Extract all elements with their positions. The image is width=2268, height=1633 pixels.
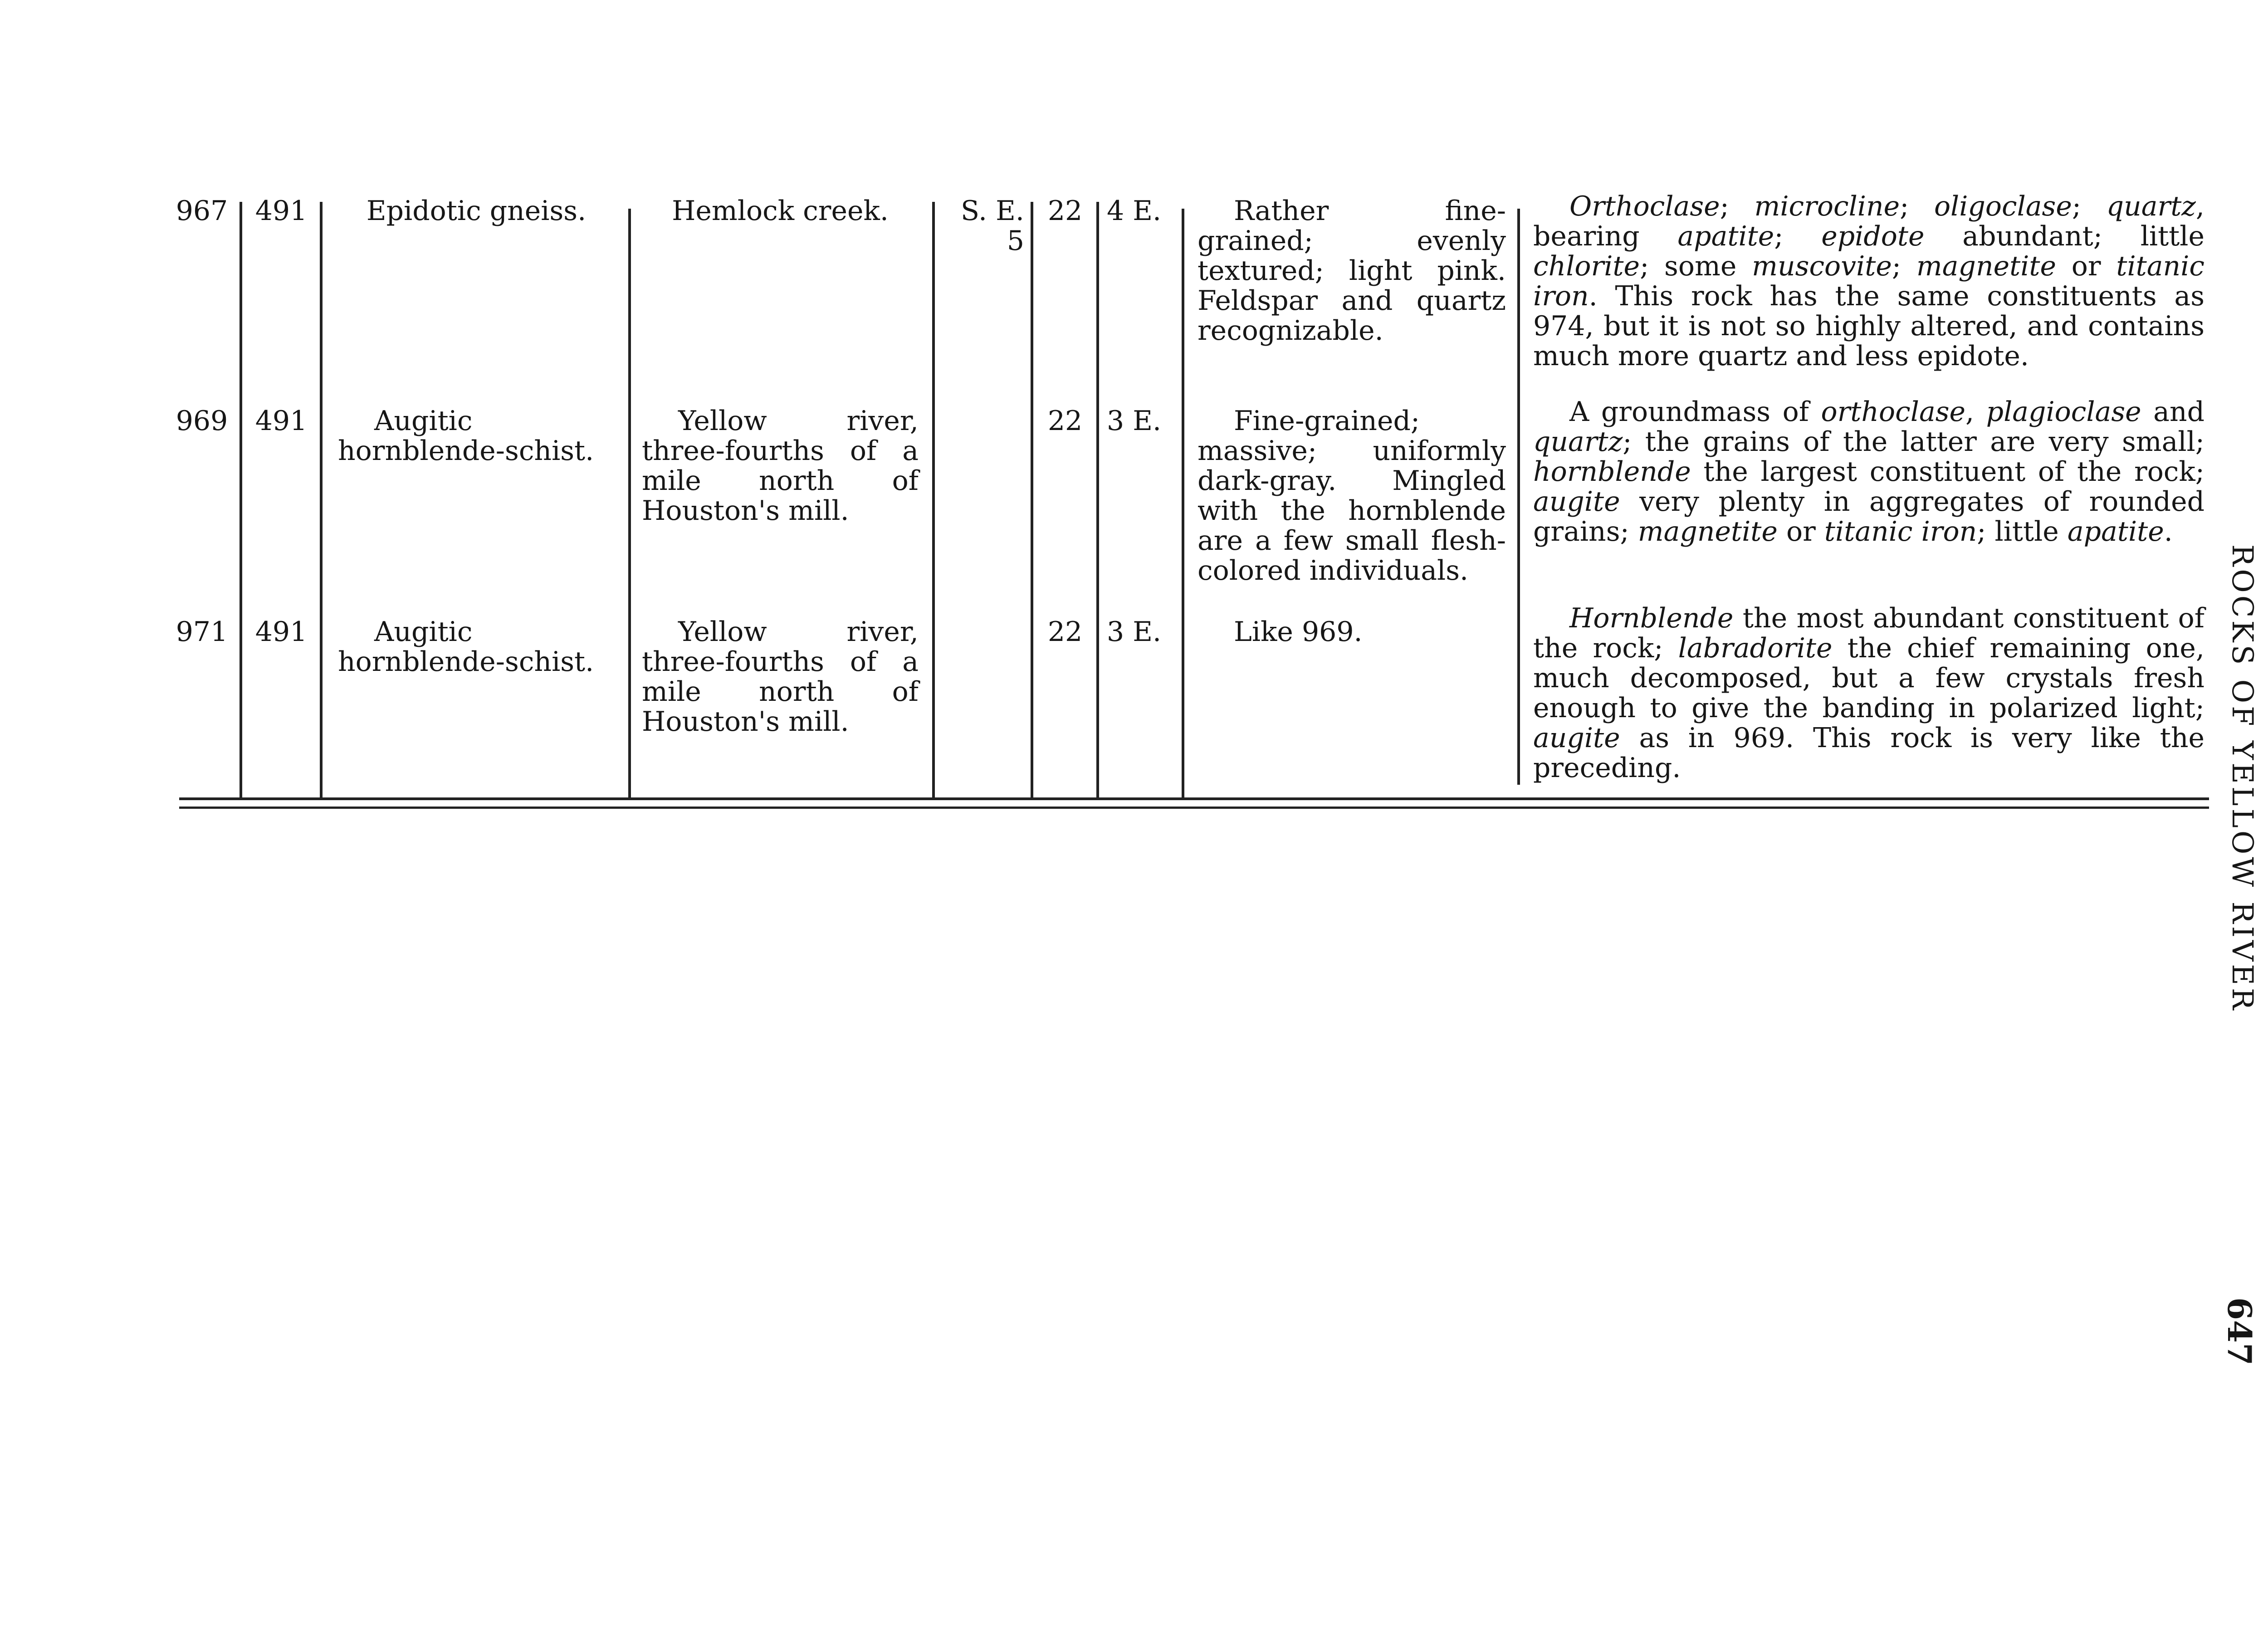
mineral-name: chlorite bbox=[1533, 250, 1640, 282]
column-rule bbox=[1517, 209, 1520, 785]
township: 22 bbox=[1047, 405, 1083, 437]
microscopic-description: Hornblende the most abundant constituent of the rock; labradorite the chief remaining one, much decomposed, but a few crystals fresh enough to give the banding in polarized light; augite as in 969. This rock is very like the preceding. bbox=[1533, 602, 2204, 784]
mineral-name: microcline bbox=[1754, 191, 1900, 222]
specimen-number: 969 bbox=[176, 405, 228, 437]
mineral-name: oligoclase bbox=[1934, 191, 2072, 222]
rock-name: Epidotic gneiss. bbox=[366, 195, 587, 227]
mineral-name: plagioclase bbox=[1986, 396, 2141, 428]
mineral-name: titanic iron bbox=[1824, 516, 1977, 548]
column-rule bbox=[240, 202, 242, 798]
microscopic-description: Orthoclase; microcline; oligoclase; quartz, bearing apatite; epidote abundant; little chlorite; some muscovite; magnetite or titanic iron. This rock has the same constituents as 974, but it is not so highly altered, and contains much more quartz and less epidote. bbox=[1533, 191, 2204, 372]
mineral-name: Orthoclase bbox=[1569, 191, 1720, 222]
locality: Yellow river, three-fourths of a mile north of Houston's mill. bbox=[642, 616, 919, 738]
column-rule bbox=[320, 202, 323, 798]
township: 22 bbox=[1047, 616, 1083, 648]
mineral-name: labradorite bbox=[1678, 632, 1833, 664]
mineral-name: Hornblende bbox=[1569, 602, 1734, 634]
map-number: 491 bbox=[255, 405, 308, 437]
map-number: 491 bbox=[255, 195, 308, 227]
macroscopic-description: Like 969. bbox=[1234, 616, 1363, 648]
range: 3 E. bbox=[1107, 616, 1162, 648]
range: 4 E. bbox=[1107, 195, 1162, 227]
column-rule bbox=[1096, 202, 1099, 798]
mineral-name: augite bbox=[1533, 486, 1620, 518]
locality: Yellow river, three-fourths of a mile north of Houston's mill. bbox=[642, 405, 919, 527]
macroscopic-description: Fine-grained; massive; uniformly dark-gray. Mingled with the hornblende are a few small flesh-colored individuals. bbox=[1198, 405, 1506, 587]
mineral-name: magnetite bbox=[1916, 250, 2057, 282]
mineral-name: hornblende bbox=[1533, 456, 1691, 488]
mineral-name: epidote bbox=[1821, 220, 1925, 252]
specimen-number: 967 bbox=[176, 195, 228, 227]
macroscopic-description: Rather fine-grained; evenly textured; light pink. Feldspar and quartz recognizable. bbox=[1198, 195, 1506, 347]
township: 22 bbox=[1047, 195, 1083, 227]
running-header: ROCKS OF YELLOW RIVER bbox=[2225, 544, 2259, 1012]
mineral-name: orthoclase bbox=[1821, 396, 1966, 428]
mineral-name: apatite bbox=[2067, 516, 2164, 548]
mineral-name: augite bbox=[1533, 722, 1620, 754]
column-rule bbox=[1031, 202, 1033, 798]
column-rule bbox=[628, 209, 631, 798]
table-bottom-rule bbox=[179, 807, 2209, 809]
table-bottom-rule bbox=[179, 797, 2209, 800]
range: 3 E. bbox=[1107, 405, 1162, 437]
map-number: 491 bbox=[255, 616, 308, 648]
specimen-number: 971 bbox=[176, 616, 228, 648]
rock-name: Augitic hornblende-schist. bbox=[338, 405, 594, 467]
mineral-name: quartz bbox=[1533, 426, 1623, 458]
section-quarter-text: S. E. bbox=[961, 195, 1024, 227]
mineral-name: apatite bbox=[1677, 220, 1774, 252]
mineral-name: muscovite bbox=[1752, 250, 1892, 282]
mineral-name: quartz bbox=[2106, 191, 2196, 222]
mineral-name: magnetite bbox=[1637, 516, 1778, 548]
page-number: 647 bbox=[2220, 1297, 2259, 1366]
rock-name: Augitic hornblende-schist. bbox=[338, 616, 594, 678]
column-rule bbox=[932, 202, 935, 798]
microscopic-description: A groundmass of orthoclase, plagioclase and quartz; the grains of the latter are very small; hornblende the largest constituent of the rock; augite very plenty in aggregates of rounded grains; magnetite or titanic iron; little apatite. bbox=[1533, 396, 2205, 548]
mineral-name: titanic iron bbox=[1533, 250, 2204, 312]
section-quarter bbox=[943, 196, 1024, 256]
section-number: 5 bbox=[1007, 225, 1024, 257]
locality: Hemlock creek. bbox=[672, 195, 889, 227]
column-rule bbox=[1182, 209, 1184, 798]
